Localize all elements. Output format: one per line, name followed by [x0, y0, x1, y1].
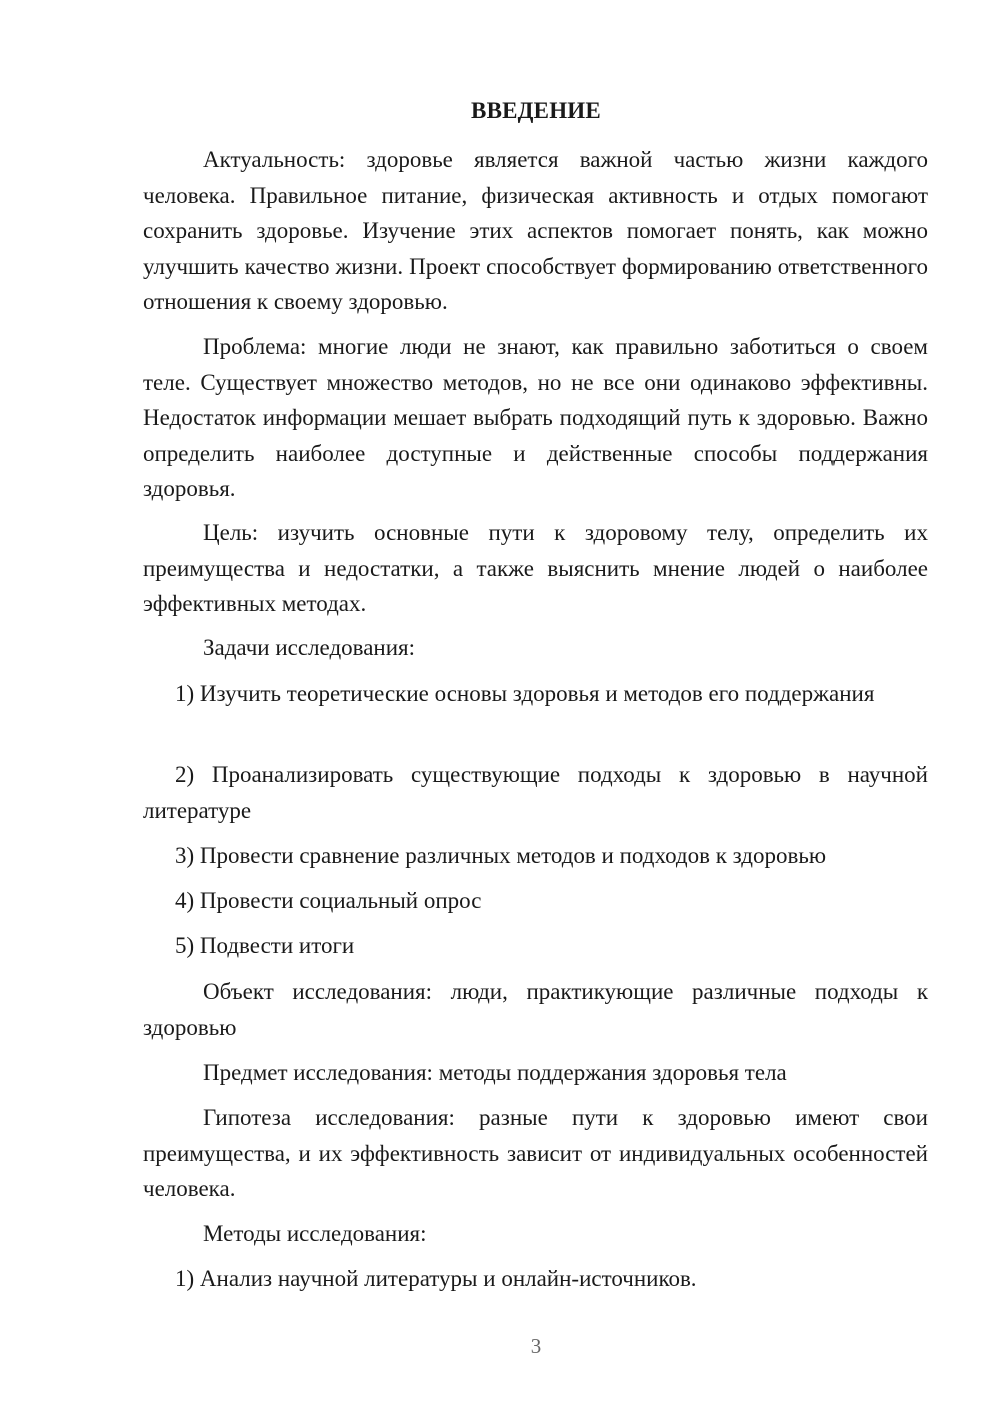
section-heading: ВВЕДЕНИЕ — [471, 98, 601, 123]
paragraph-relevance: Актуальность: здоровье является важной частью жизни каждого человека. Правильное питание, физическая активность и отдых помогают сохранить здоровье. Изучение этих аспектов помогает понять, как можно улучшить качество жизни. Проект способствует формированию ответственного отношения к своему здоровью. — [143, 147, 928, 314]
method-item-1: 1) Анализ научной литературы и онлайн-источников. — [175, 1266, 697, 1291]
paragraph-object: Объект исследования: люди, практикующие различные подходы к здоровью — [143, 979, 928, 1040]
task-item-4: 4) Провести социальный опрос — [175, 888, 482, 913]
tasks-heading: Задачи исследования: — [203, 635, 416, 660]
task-item-5: 5) Подвести итоги — [175, 933, 355, 958]
paragraph-subject: Предмет исследования: методы поддержания здоровья тела — [203, 1060, 787, 1085]
task-item-3: 3) Провести сравнение различных методов и подходов к здоровью — [175, 843, 827, 868]
methods-heading: Методы исследования: — [203, 1221, 427, 1246]
page-number: 3 — [530, 1334, 542, 1358]
paragraph-goal: Цель: изучить основные пути к здоровому телу, определить их преимущества и недостатки, а также выяснить мнение людей о наиболее эффективных методах. — [143, 520, 928, 616]
paragraph-hypothesis: Гипотеза исследования: разные пути к здоровью имеют свои преимущества, и их эффективность зависит от индивидуальных особенностей человека. — [143, 1105, 928, 1201]
task-item-2: 2) Проанализировать существующие подходы к здоровью в научной литературе — [143, 762, 928, 823]
task-item-1: 1) Изучить теоретические основы здоровья и методов его поддержания — [175, 681, 875, 706]
paragraph-problem: Проблема: многие люди не знают, как правильно заботиться о своем теле. Существует множество методов, но не все они одинаково эффективны. Недостаток информации мешает выбрать подходящий путь к здоровью. Важно определить наиболее доступные и действенные способы поддержания здоровья. — [143, 334, 928, 501]
